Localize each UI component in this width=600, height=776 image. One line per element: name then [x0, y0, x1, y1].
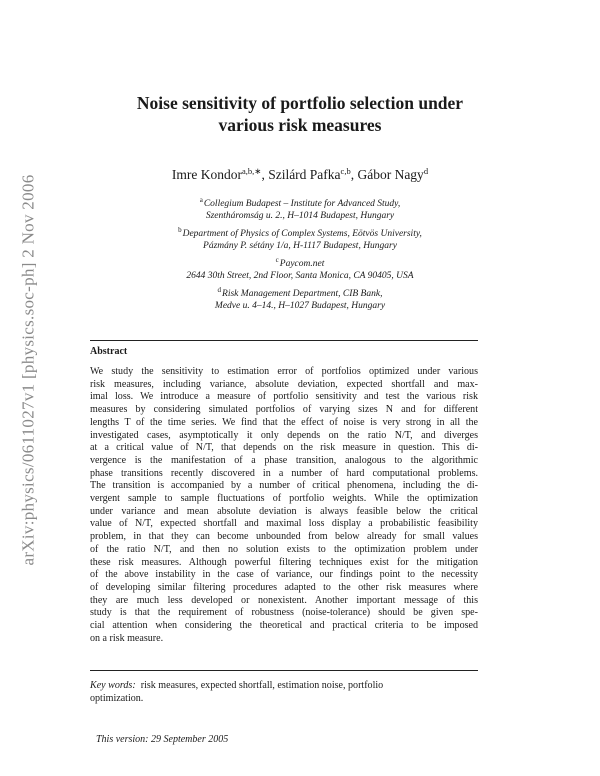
abstract-line: The transition is accompanied by a number of critical phenomena, including the di- [90, 480, 478, 492]
abstract-line: investigated cases, asymptotically it only depends on the ratio N/T, and diverges [90, 429, 478, 441]
affiliation-mark: c [275, 256, 279, 264]
affiliation-line: Collegium Budapest – Institute for Advanced Study, [203, 199, 401, 209]
abstract-line: lengths T of the time series. We find that the effect of noise is very strong in all the [90, 416, 478, 428]
abstract-line: measures by considering simulated portfolios of varying sizes N and for different [90, 404, 478, 416]
abstract-line: of the above instability in the case of variance, our findings point to the necessity [90, 569, 478, 581]
affiliation [100, 254, 500, 282]
affiliations [100, 194, 500, 314]
abstract-top-rule [90, 340, 478, 341]
abstract-bottom-rule [90, 670, 478, 671]
affiliation-mark: d [217, 286, 222, 294]
affiliation-mark: b [178, 226, 182, 234]
affiliation-line: Risk Management Department, CIB Bank, [222, 289, 383, 299]
abstract-line: vergent sample to sample fluctuations of portfolio weights. While the optimization [90, 493, 478, 505]
abstract-heading: Abstract [90, 346, 128, 357]
abstract-line: imal loss. We introduce a measure of portfolio sensitivity and test the various risk [90, 391, 478, 403]
affiliation-line: Department of Physics of Complex Systems, Eötvös University, [182, 229, 422, 239]
affiliation-line: Szentháromság u. 2., H–1014 Budapest, Hungary [205, 211, 395, 221]
abstract-line: risk measures, including variance, absolute deviation, expected shortfall and max- [90, 378, 478, 390]
abstract-line: on a risk measure. [90, 632, 164, 644]
abstract-line: of developing similar filtering procedures adapted to the other risk measures where [90, 581, 478, 593]
affiliation-line: Paycom.net [279, 259, 325, 269]
affiliation-mark: a [199, 196, 203, 204]
keywords [90, 680, 478, 705]
abstract-line: phase transitions recently discovered in a number of hard computational problems. [90, 467, 478, 479]
abstract-line: study is that the requirement of robustness (noise-tolerance) should be given spe- [90, 607, 478, 619]
arxiv-identifier-stamp [14, 140, 42, 600]
abstract-body [90, 366, 478, 645]
keywords-line: risk measures, expected shortfall, estimation noise, portfolio [140, 680, 384, 691]
affiliation [100, 224, 500, 252]
keywords-line: optimization. [90, 692, 144, 704]
author-affiliation-marks: c,b [340, 166, 351, 176]
affiliation [100, 194, 500, 222]
author-name: Gábor Nagy [357, 167, 424, 182]
author-affiliation-marks: a,b,∗ [242, 166, 262, 176]
author-list [80, 166, 520, 183]
affiliation-line: Pázmány P. sétány 1/a, H-1117 Budapest, Hungary [203, 241, 397, 251]
title-line: various risk measures [218, 115, 382, 135]
author-affiliation-marks: d [423, 166, 429, 176]
version-note: This version: 29 September 2005 [96, 734, 229, 745]
abstract-line: at a critical value of N/T, that depends on the risk measure in question. This di- [90, 442, 478, 454]
affiliation [100, 284, 500, 312]
arxiv-stamp-text: arXiv:physics/0611027v1 [physics.soc-ph] 2 Nov 2006 [18, 174, 37, 566]
abstract-line: vergence is the manifestation of a phase transition, analogous to the algorithmic [90, 454, 478, 466]
keywords-label: Key words: [90, 680, 136, 691]
title-line: Noise sensitivity of portfolio selection under [136, 93, 464, 113]
paper-title [80, 92, 520, 136]
abstract-line: these risk measures. Although powerful filtering techniques exist for the mitigation [90, 556, 478, 568]
abstract-line: problem, in that they can become unbounded from below already for small values [90, 531, 478, 543]
author-separator: , [261, 167, 269, 182]
affiliation-line: Medve u. 4–14., H–1027 Budapest, Hungary [214, 301, 386, 311]
abstract-line: We study the sensitivity to estimation error of portfolios optimized under various [90, 366, 478, 377]
abstract-line: under variance and mean absolute deviation is always feasible below the critical [90, 505, 478, 517]
author-name: Szilárd Pafka [268, 167, 341, 182]
affiliation-line: 2644 30th Street, 2nd Floor, Santa Monica, CA 90405, USA [186, 271, 414, 281]
abstract-line: value of N/T, expected shortfall and maximal loss display a probabilistic feasibility [90, 518, 478, 530]
abstract-line: cial attention when considering the theoretical and practical criteria to be imposed [90, 620, 478, 632]
author-name: Imre Kondor [171, 167, 243, 182]
author-separator: , [350, 167, 358, 182]
abstract-line: of the ratio N/T, and then no solution exists to the optimization problem under [90, 543, 478, 555]
abstract-line: they are much less developed or nonexistent. Another important message of this [90, 594, 478, 606]
